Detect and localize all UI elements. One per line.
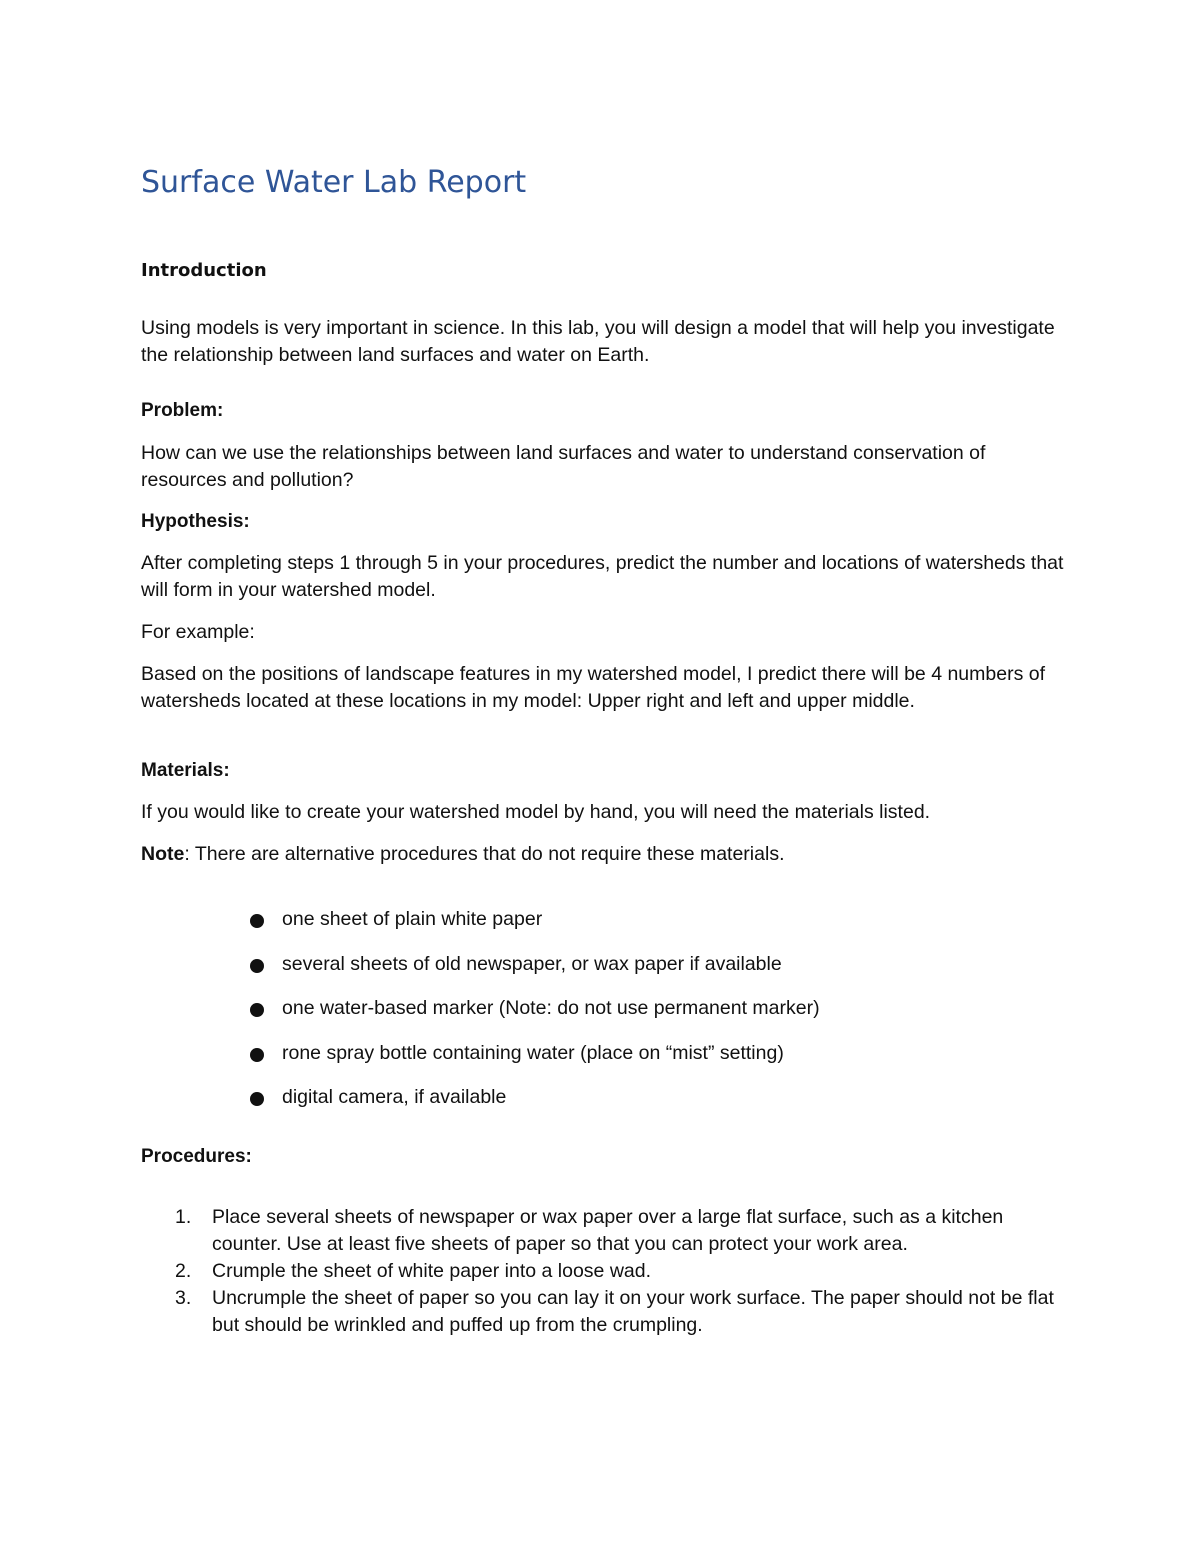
list-item bbox=[248, 951, 820, 996]
problem-heading: Problem: bbox=[141, 400, 224, 421]
bullet-icon bbox=[250, 959, 264, 973]
materials-list bbox=[248, 906, 820, 1129]
procedure-step bbox=[141, 1258, 1071, 1285]
bullet-icon bbox=[250, 914, 264, 928]
list-item-text: one water-based marker (Note: do not use permanent marker) bbox=[282, 997, 820, 1019]
list-item bbox=[248, 1084, 820, 1129]
example-text: Based on the positions of landscape features in my watershed model, I predict there will be 4 numbers of watersheds located at these locations in my model: Upper right and left and upper middle. bbox=[141, 663, 1045, 712]
step-text: Place several sheets of newspaper or wax paper over a large flat surface, such as a kitchen counter. Use at least five sheets of paper so that you can protect your work area. bbox=[212, 1206, 1004, 1255]
bullet-icon bbox=[250, 1048, 264, 1062]
bullet-icon bbox=[250, 1003, 264, 1017]
step-number: 3. bbox=[175, 1287, 192, 1309]
introduction-heading: Introduction bbox=[141, 260, 267, 281]
procedures-list bbox=[141, 1204, 1071, 1339]
procedure-step bbox=[141, 1204, 1071, 1258]
example-label: For example: bbox=[141, 621, 255, 643]
bullet-icon bbox=[250, 1092, 264, 1106]
list-item-text: several sheets of old newspaper, or wax paper if available bbox=[282, 952, 782, 975]
list-item bbox=[248, 1040, 820, 1085]
step-number: 2. bbox=[175, 1260, 192, 1282]
introduction-text: Using models is very important in science. In this lab, you will design a model that will help you investigate the relationship between land surfaces and water on Earth. bbox=[141, 317, 1055, 366]
list-item-text: one sheet of plain white paper bbox=[282, 908, 543, 930]
procedure-step bbox=[141, 1285, 1071, 1339]
list-item bbox=[248, 995, 820, 1040]
step-text: Crumple the sheet of white paper into a loose wad. bbox=[212, 1260, 652, 1282]
procedures-heading: Procedures: bbox=[141, 1146, 252, 1167]
problem-text: How can we use the relationships between land surfaces and water to understand conservation of resources and pollution? bbox=[141, 442, 986, 491]
document-title: Surface Water Lab Report bbox=[141, 165, 527, 200]
step-text: Uncrumple the sheet of paper so you can lay it on your work surface. The paper should not be flat but should be wrinkled and puffed up from the crumpling. bbox=[212, 1287, 1054, 1336]
note-text: : There are alternative procedures that do not require these materials. bbox=[184, 843, 785, 865]
list-item-text: rone spray bottle containing water (place on “mist” setting) bbox=[282, 1041, 784, 1064]
materials-note bbox=[141, 841, 1071, 868]
materials-intro: If you would like to create your watershed model by hand, you will need the materials listed. bbox=[141, 801, 931, 823]
step-number: 1. bbox=[175, 1206, 192, 1228]
materials-heading: Materials: bbox=[141, 760, 230, 781]
list-item-text: digital camera, if available bbox=[282, 1086, 507, 1108]
list-item bbox=[248, 906, 820, 951]
hypothesis-heading: Hypothesis: bbox=[141, 511, 250, 532]
note-label: Note bbox=[141, 843, 185, 865]
hypothesis-text: After completing steps 1 through 5 in your procedures, predict the number and locations of watersheds that will form in your watershed model. bbox=[141, 552, 1064, 601]
